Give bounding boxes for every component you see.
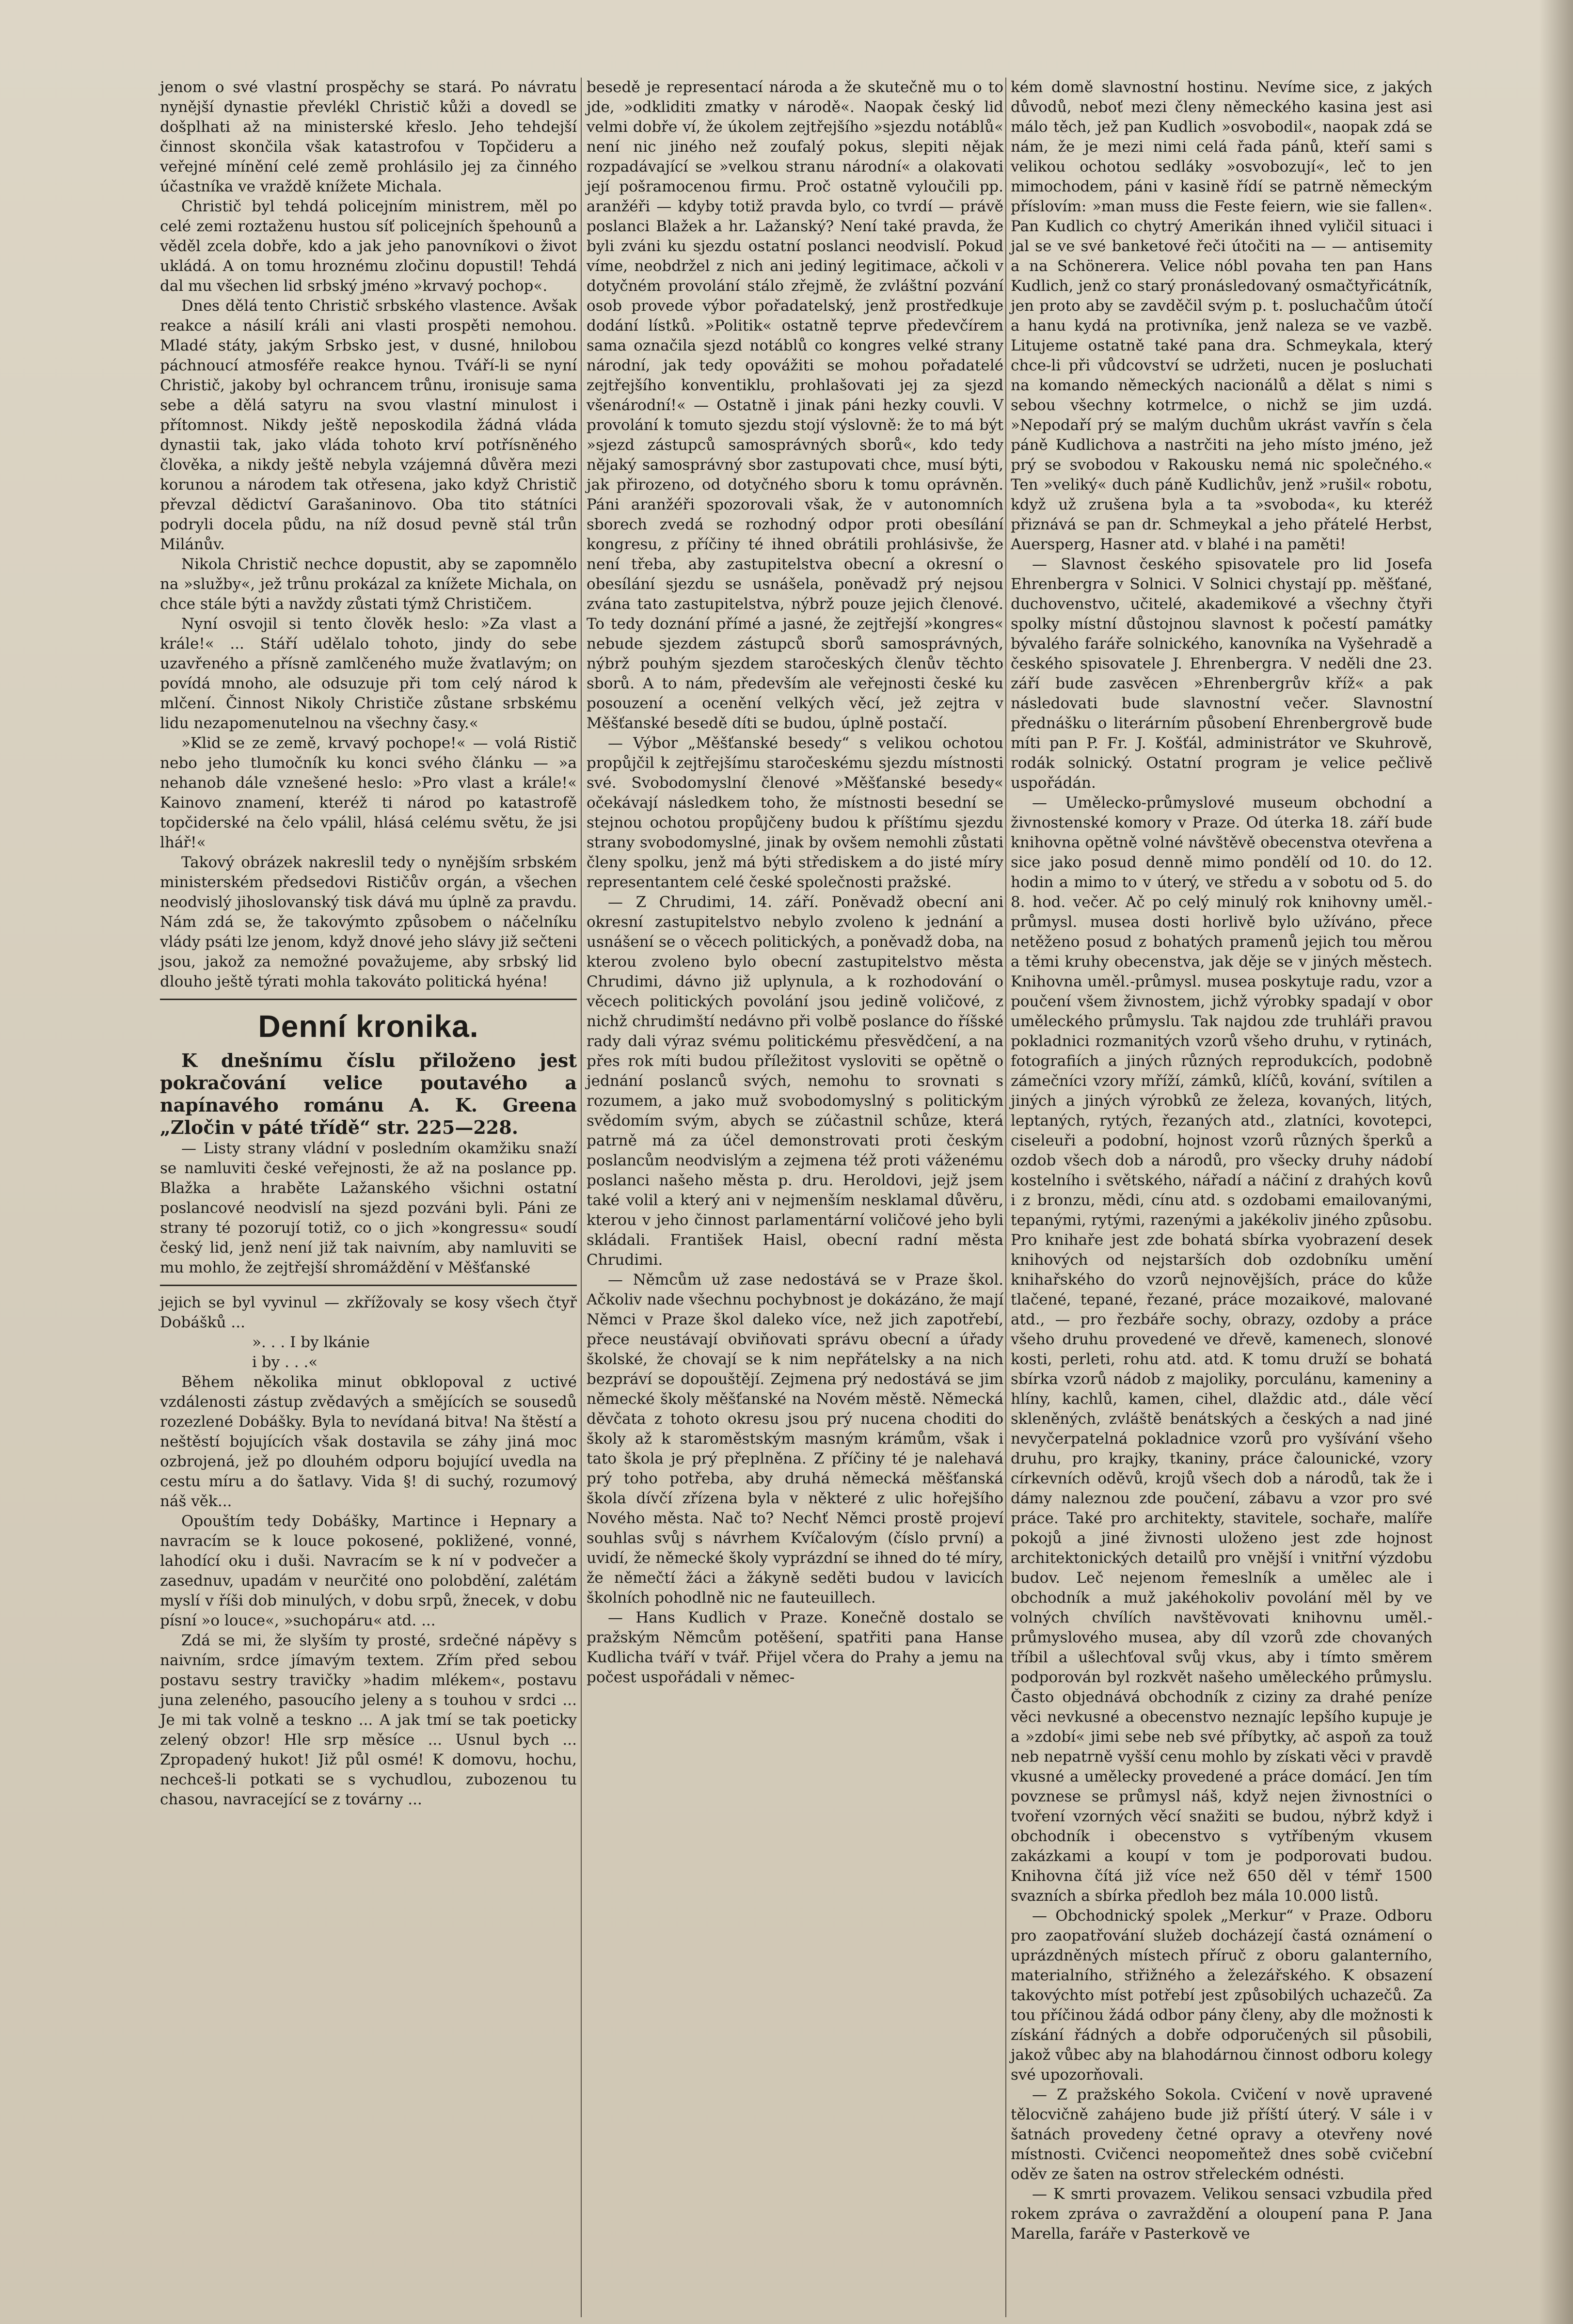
news-item-mestanska-beseda: — Výbor „Měšťanské besedy“ s velikou ochotou propůjčil k zejtřejšímu staročeskému sjezdu místnosti své. Svobodomyslní členové »Měšťanské besedy« očekávají následkem toho, že místnosti besední se stejnou ochotou propůjčeny budou k příštímu sjezdu strany svobodomyslné, jinak by ovšem nemohli zůstati členy spolku, jenž má býti střediskem a do jisté míry representantem celé české společnosti pražské. [587, 734, 1003, 891]
article-paragraph: Dnes dělá tento Christič srbského vlastence. Avšak reakce a násilí králi ani vlasti prospěti nemohou. Mladé státy, jakým Srbsko jest, v dusné, hnilobou páchnoucí atmosféře reakce hynou. Tváří-li se nyní Christič, jakoby byl ochrancem trůnu, ironisuje sama sebe a dělá satyru na svou vlastní minulost i přítomnost. Nikdy ještě neposkodila žádná vláda dynastii tak, jako vláda tohoto krví potřísněného člověka, a nikdy ještě nebyla vzájemná důvěra mezi korunou a národem tak otřesena, jako když Christič převzal dědictví Garašaninovo. Oba tito státníci podryli docela půdu, na níž dosud pevně stál trůn Milánův. [160, 297, 577, 553]
verse-line: ». . . I by lkánie [252, 1334, 370, 1351]
feuilleton-paragraph: Zdá se mi, že slyším ty prosté, srdečné nápěvy s naivním, srdce jímavým textem. Zřím před sebou postavu sestry travičky »hadim mlékem«, postavu juna zeleného, pasoucího jeleny a s touhou v srdci ... Je mi tak volně a tesknо ... A jak tmí se tak poeticky zelený obzor! Hle srp měsíce ... Usnul bych ... Zpropadený hukot! Již půl osmé! K domovu, hochu, nechceš-li potkati se s vychudlou, zubozenou tu chasou, navracející se z továrny ... [160, 1632, 577, 1808]
feuilleton-paragraph: jejich se byl vyvinul — zkřížovaly se kosy všech čtyř Dobášků ... [160, 1294, 577, 1331]
article-paragraph: Christič byl tehdá policejním ministrem, měl po celé zemi roztaženu hustou síť policejních špehounů a věděl zcela dobře, kdo a jak jeho panovníkovi o život ukládá. A on tomu hroznému zločinu dopustil! Tehdá dal mu všechen lid srbský jméno »krvavý pochop«. [160, 198, 577, 295]
feuilleton-paragraph: Během několika minut obklopoval z uctivé vzdálenosti zástup zvědavých a smějících se sousedů rozezlené Dobášky. Byla to nevídaná bitva! Na štěstí a neštěstí bojujících však dostavila se záhy jiná moc ozbrojená, jež po dlouhém odporu bojující uvedla na cestu míru a do šatlavy. Vida §! di suchý, rozumový náš věk... [160, 1373, 577, 1510]
feuilleton-paragraph: Opouštím tedy Dobášky, Martince i Hepnary a navracím se k louce pokosené, pokližené, vonné, lahodící oku i duši. Navracím se k ní v podvečer a zasednuv, upadám v neurčité ono polobdění, zalétám myslí v říši dob minulých, v dobu srpů, žnecek, v dobu písní »o louce«, »suchopáru« atd. ... [160, 1512, 577, 1629]
news-item-chrudim: — Z Chrudimi, 14. září. Poněvadž obecní ani okresní zastupitelstvo nebylo zvoleno k jednání a usnášení se o věcech politických, a poněvadž doba, na kterou zvoleno bylo obecní zastupitelstvo města Chrudimi, dávno již uplynula, a k rozhodování o věcech politických povolání jsou jedině voličové, z nichž chrudimští nedávno při volbě poslance do říšské rady dali výraz svému politickému přesvědčení, a na přes rok míti budou příležitost vysloviti se opětně o jednání poslanců svých, nemohu to srovnati s rozumem, a jako muž svobodomyslný s politickým svědomím svým, abych se zúčastnil schůze, která patrně má za účel demonstrovati proti českým poslancům neodvislým a zejmena též proti váženému poslanci našeho města p. dru. Heroldovi, jejž jsem také volil a který ani v nejmenším nesklamal důvěru, kterou v jeho činnost parlamentární voličové jeho byli skládali. František Haisl, obecní radní města Chrudimi. [587, 893, 1003, 1269]
article-paragraph: jenom o své vlastní prospěchy se stará. Po návratu nynější dynastie převlékl Christič kůži a dovedl se došplhati až na ministerské křeslo. Jeho tehdejší činnost skončila však katastrofou v Topčideru a veřejné mínění celé země prohlásilo jej za činného účastníka ve vraždě knížete Michala. [160, 79, 577, 195]
supplement-notice: K dnešnímu číslu přiloženo jest pokračování velice poutavého a napínavého románu A. K. Greena „Zločin v páté třídě“ str. 225—228. [160, 1050, 577, 1138]
feuilleton-divider [160, 1285, 577, 1286]
article-paragraph: Nyní osvojil si tento člověk heslo: »Za vlast a krále!« ... Stáří udělalo tohoto, jindy do sebe uzavřeného a přísně zamlčeného muže žvatlavým; on povídá mnoho, ale odsuzuje při tom celý národ k mlčení. Činnost Nikoly Christiče zůstane srbskému lidu nezapomenutelnou na všechny časy.« [160, 615, 577, 732]
column-3 [1011, 78, 1432, 2244]
news-item: — Listy strany vládní v posledním okamžiku snaží se namluviti české veřejnosti, že až na poslance pp. Blažka a hraběte Lažanského všichni ostatní poslancové neodvislí na sjezd pozváni byli. Páni ze strany té pozorují totiž, co o jich »kongressu« soudí český lid, jenž není již tak naivním, aby namluviti se mu mohlo, že zejtřejší shromáždění v Měšťanské [160, 1140, 577, 1276]
column-1 [160, 78, 577, 1810]
feuilleton-verse [252, 1333, 577, 1372]
article-paragraph: »Klid se ze země, krvavý pochope!« — volá Ristič nebo jeho tlumočník ku konci svého článku — »a nehanob dále vznešené heslo: »Pro vlast a krále!« Kainovo znamení, kteréž ti národ po katastrofě topčiderské na čelo vpálil, hlásá celému světu, že jsi lhář!« [160, 734, 577, 851]
news-item-hans-kudlich: — Hans Kudlich v Praze. Konečně dostalo se pražským Němcům potěšení, spatřiti pana Hanse Kudlicha tváří v tvář. Přijel včera do Prahy a jemu na počest uspořádali v němec- [587, 1609, 1003, 1686]
section-heading-denni-kronika: Denní kronika. [258, 1009, 479, 1044]
section-divider [160, 999, 577, 1000]
news-item: besedě je representací národa a že skutečně mu o to jde, »odkliditi zmatky v národě«. Naopak český lid velmi dobře ví, že úkolem zejtřejšího »sjezdu notáblů« není nic jiného než zoufalý pokus, slepiti nějak rozpadávající se »velkou stranu národní« a olakovati její pošramocenou firmu. Proč ostatně vyloučili pp. aranžéři — kdyby totiž pravda bylo, co tvrdí — právě poslanci Blažek a hr. Lažanský? Není také pravda, že byli zváni ku sjezdu ostatní poslanci neodvislí. Pokud víme, neobdržel z nich ani jediný legitimace, ačkoli v dotyčném provolání stálo zřejmě, že zvláštní pozvání osob provede výbor pořadatelský, jenž prostředkuje dodání lístků. »Politik« ostatně teprve předevčírem sama označila sjezd notáblů co kongres velké strany národní, jak tedy opovážiti se mohou pořadatelé zejtřejšího konventiklu, prohlašovati jej za sjezd všenárodní!« — Ostatně i jinak páni hezky couvli. V provolání k tomuto sjezdu stojí výslovně: že to má být »sjezd zástupců samosprávných sborů«, kdo tedy nějaký samosprávný sbor zastupovati chce, musí býti, jak přirozeno, od dotyčného sboru k tomu oprávněn. Páni aranžéři spozorovali však, že v autonomních sborech zvedá se rozhodný odpor proti obesílání kongresu, z příčiny té ihned obrátili prohlásivše, že není třeba, aby zastupitelstva obecní a okresní o obesílání sjezdu se usnášela, poněvadž prý nejsou zvána tato zastupitelstva, nýbrž pouze jejich členové. To tedy doznání přímé a jasné, že zejtřejší »kongres« nebude sjezdem zástupců sborů samosprávných, nýbrž pouhým sjezdem staročeských členův těchto sborů. A to nám, především ale veřejnosti české ku posouzení a ocenění velkých věcí, jež zejtra v Měšťanské besedě díti se budou, úplně postačí. [587, 79, 1003, 732]
news-item-ehrenbergr: — Slavnost českého spisovatele pro lid Josefa Ehrenbergra v Solnici. V Solnici chystají pp. měšťané, duchovenstvo, učitelé, akademikové a všechny čtyři spolky místní důstojnou slavnost k počestí památky bývalého faráře solnického, kanovníka na Vyšehradě a českého spisovatele J. Ehrenbergra. V neděli dne 23. září bude zasvěcen »Ehrenbergrův kříž« a pak následovati bude slavnostní večer. Slavnostní přednášku o literárním působení Ehrenbergrově bude míti pan P. Fr. J. Košťál, administrátor ve Skuhrově, rodák solnický. Ostatní program je velice pečlivě uspořádán. [1011, 556, 1432, 792]
column-rule-2 [1005, 78, 1006, 2317]
article-paragraph: Nikola Christič nechce dopustit, aby se zapomnělo na »služby«, jež trůnu prokázal za knížete Michala, on chce stále býti a navždy zůstati týmž Christičem. [160, 556, 577, 613]
news-item-museum: — Umělecko-průmyslové museum obchodní a živnostenské komory v Praze. Od úterka 18. září bude knihovna opětně volné návštěvě obecenstva otevřena a sice jako posud denně mimo pondělí od 10. do 12. hodin a mimo to v úterý, ve středu a v sobotu od 5. do 8. hod. večer. Ač po celý minulý rok knihovny uměl.-průmysl. musea dosti horlivě bylo užíváno, přece netěženo posud z bohatých pramenů jejich tou měrou a těmi kruhy obecenstva, jak děje se v jiných městech. Knihovna uměl.-průmysl. musea poskytuje radu, vzor a poučení všem živnostem, jichž výrobky spadají v obor uměleckého průmyslu. Tak najdou zde truhláři pravou pokladnici rozmanitých vzorů všeho druhu, v rytinách, fotografiích a jiných různých reprodukcích, podobně zámečníci vzory mříží, zámků, klíčů, kování, svítilen a jiných a jiných výrobků ze železa, kovaných, litých, leptaných, rytých, řezaných atd., zlatníci, kovotepci, ciseleuři a podobní, hojnost vzorů různých šperků a ozdob všech dob a národů, pro všecky druhy nádobí kostelního i světského, nářadí a náčiní z drahých kovů i z bronzu, mědi, cínu atd. s ozdobami emailovanými, tepanými, rytými, razenými a jakékoliv jiného způsobu. Pro knihaře jest zde bohatá sbírka vyobrazení desek knihových od nejstarších dob ozdobníku umění knihařského do vzorů nejnovějších, práce do kůže tlačené, tepané, řezané, práce mozaikové, malované atd., — pro řezbáře sochy, obrazy, ozdoby a práce všeho druhu provedené ve dřevě, kamenech, slonové kosti, perleti, rohu atd. atd. K tomu druží se bohatá sbírka vzorů nádob z majoliky, porculánu, kameniny a hlíny, kachlů, kamen, cihel, dlaždic atd., dále věcí skleněných, zvláště benátských a českých a nad jiné nevyčerpatelná pokladnice vzorů pro vyšívání všeho druhu, pro krajky, tkaniny, práce čalounické, vzory církevních oděvů, krojů všech dob a národů, tak že i dámy naleznou zde poučení, zábavu a vzor pro své práce. Také pro architekty, stavitele, sochaře, malíře pokojů a jiné živnosti uloženo jest zde hojnost architektonických detailů pro vnější i vnitřní výzdobu budov. Leč nejenom řemeslník a umělec ale i obchodník a muž jakéhokoliv povolání měl by ve volných chvílích navštěvovati knihovnu uměl.-průmyslového musea, aby díl vzorů zde chovaných tříbil a ušlechťoval svůj vkus, aby i tímto směrem podporován byl rozkvět našeho uměleckého průmyslu. Často objednává obchodník z ciziny za drahé peníze věci nevkusné a obecenstvo neznajíc lepšího kupuje je a »zdobí« jimi sebe neb své příbytky, ač aspoň za touž neb nepatrně vyšší cenu mohlo by získati věci v pravdě vkusné a umělecky provedené a práce domácí. Jen tím povznese se průmysl náš, když nejen živnostníci o tvoření vzorných věcí snažiti se budou, nýbrž když i obchodník i obecenstvo s vytříbeným vkusem zakázkami a koupí v tom je podporovati budou. Knihovna čítá již více než 650 děl v témř 1500 svazních a sbírka předloh bez mála 10.000 listů. [1011, 794, 1432, 1905]
news-item-smrt-provazem: — K smrti provazem. Velikou sensaci vzbudila před rokem zpráva o zavraždění a oloupení pana P. Jana Marella, faráře v Pasterkově ve [1011, 2185, 1432, 2243]
verse-line: i by . . .« [252, 1353, 318, 1371]
news-item-sokol: — Z pražského Sokola. Cvičení v nově upravené tělocvičně zahájeno bude již příští úterý. V sále i v šatnách provedeny četné opravy a otevřeny nové místnosti. Cvičenci neopomeňtež dnes sobě cvičební oděv ze šaten na ostrov střeleckém odnésti. [1011, 2086, 1432, 2183]
column-rule-1 [581, 78, 582, 2317]
news-item: kém domě slavnostní hostinu. Nevíme sice, z jakých důvodů, neboť mezi členy německého kasina jest asi málo těch, jež pan Kudlich »osvobodil«, naopak zdá se nám, že je mezi nimi celá řada pánů, kteří sami s velikou ochotou sedláky »osvobozují«, leč to jen mimochodem, páni v kasině řídí se patrně německým příslovím: »man muss die Feste feiern, wie sie fallen«. Pan Kudlich co chytrý Amerikán ihned vyličil situaci i jal se ve své banketové řeči útočiti na — — antisemity a na Schönerera. Velice nóbl povaha ten pan Hans Kudlich, jenž co starý pronásledovaný osmačtyřicátník, jen proto aby se zavděčil svým p. t. posluchačům útočí a hanu kydá na protivníka, jenž naleza se ve vazbě. Litujeme ostatně také pana dra. Schmeykala, který chce-li při vůdcovství se udržeti, nucen je posluchati na komando německých nacionálů a dělat s nimi s sebou všechny kotrmelce, o nichž se jim uzdá. »Nepodaří prý se malým duchům ukrást vavřín s čela páně Kudlichova a nastrčiti na jeho místo jméno, jež prý se svobodou v Rakousku nemá nic společného.« Ten »veliký« duch páně Kudlichův, jenž »rušil« robotu, když už zrušena byla a ta »svoboda«, ku kteréž přiznává se pan dr. Schmeykal a jeho přátelé Herbst, Auersperg, Hasner atd. v blahé i na paměti! [1011, 79, 1432, 553]
column-2 [587, 78, 1003, 1687]
news-item-nemecke-skoly: — Němcům už zase nedostává se v Praze škol. Ačkoliv nade všechnu pochybnost je dokázáno, že mají Němci v Praze škol daleko více, než jich zapotřebí, přece neustávají obviňovati správu obecní a úřady školské, že chovají se k nim nepřátelsky a na nich bezpráví se dopouštějí. Zejmena prý nedostává se jim německé školy měšťanské na Novém městě. Německá děvčata z tohoto okresu jsou prý nucena choditi do školy až k staroměstským masným krámům, však i tato škola je prý přeplněna. Z příčiny té je nalehavá prý toho potřeba, aby druhá německá měšťanská škola dívčí zřízena byla v některé z ulic hořejšího Nového města. Nač to? Nechť Němci prostě projeví souhlas svůj s návrhem Kvíčalovým (číslo první) a uvidí, že německé školy vyprázdní se ihned do té míry, že němečtí žáci a žákyně seděti budou v lavicích školních pohodlně nic ne fauteuillech. [587, 1271, 1003, 1607]
news-item-merkur: — Obchodnický spolek „Merkur“ v Praze. Odboru pro zaopatřování služeb docházejí častá oznámení o uprázdněných místech příruč z oboru galanterního, materialního, střižného a železářského. K obsazení takovýchto míst potřebí jest způsobilých uchazečů. Za tou příčinou žádá odbor pány členy, aby dle možnosti k získání řádných a dobře odporučených sil působili, jakož vůbec aby na blahodárnou činnost odboru kolegy své upozorňovali. [1011, 1907, 1432, 2084]
article-paragraph: Takový obrázek nakreslil tedy o nynějším srbském ministerském předsedovi Rističův orgán, a všechen neodvislý jihoslovanský tisk dává mu úplně za pravdu. Nám zdá se, že takovýmto způsobem o náčelníku vlády psáti lze jenom, když dnové jeho slávy již sečteni jsou, jakož za nemožné považujeme, aby srbský lid dlouho ještě týrati mohla takováto politická hyéna! [160, 854, 577, 990]
page-edge-shadow [1539, 0, 1573, 2324]
